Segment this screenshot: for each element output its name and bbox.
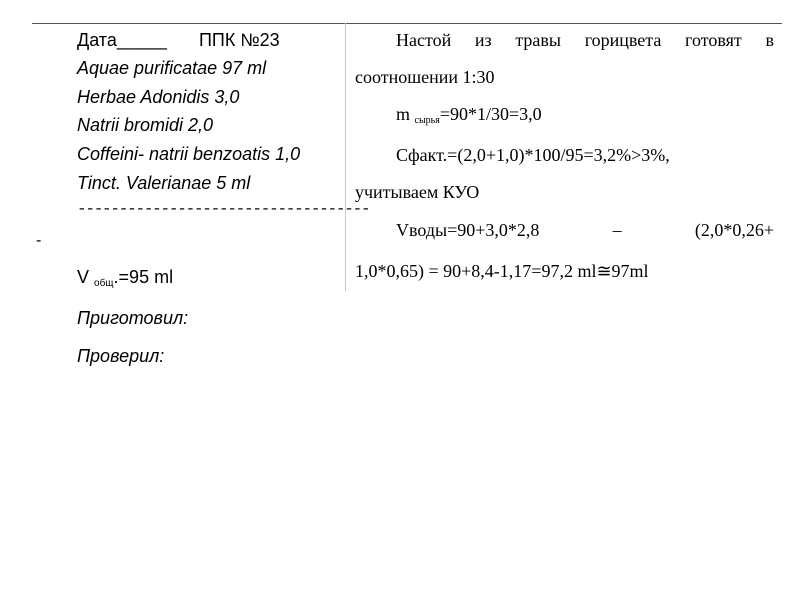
prescription-divider: ----------------------------------- <box>77 200 370 218</box>
divider-tail: - <box>36 232 42 249</box>
kuo-line: учитываем КУО <box>355 182 480 202</box>
prescription-header <box>77 31 280 49</box>
top-rule <box>32 23 782 24</box>
ppk-number: ППК №23 <box>198 30 280 50</box>
ratio-line: соотношении 1:30 <box>355 67 495 87</box>
water-volume-line1: Vводы=90+3,0*2,8 – (2,0*0,26+ <box>396 220 774 240</box>
rx-line-adonis: Herbae Adonidis 3,0 <box>77 87 240 107</box>
rx-line-caffeine: Coffeini- natrii benzoatis 1,0 <box>77 144 301 164</box>
rx-line-water: Aquae purificatae 97 ml <box>77 58 267 78</box>
rx-line-bromide: Natrii bromidi 2,0 <box>77 115 214 135</box>
total-volume: V $_{общ}$.=95 ml <box>77 267 174 289</box>
raw-mass-sub: сырья <box>414 115 440 126</box>
rx-line-valerian: Tinct. Valerianae 5 ml <box>77 173 251 193</box>
column-divider <box>345 23 346 291</box>
raw-mass-line: m $_{сырья}$=90*1/30=3,0 <box>396 104 542 126</box>
infusion-sentence-line1: Настой из травы горицвета готовят в <box>396 30 774 50</box>
total-volume-sub: общ <box>94 278 114 289</box>
date-label: Дата_____ <box>77 30 167 50</box>
checked-by-label: Проверил: <box>77 346 165 366</box>
prepared-by-label: Приготовил: <box>77 308 189 328</box>
cfact-line: Сфакт.=(2,0+1,0)*100/95=3,2%>3%, <box>396 145 670 165</box>
water-volume-line2: 1,0*0,65) = 90+8,4-1,17=97,2 ml≅97ml <box>355 261 649 281</box>
